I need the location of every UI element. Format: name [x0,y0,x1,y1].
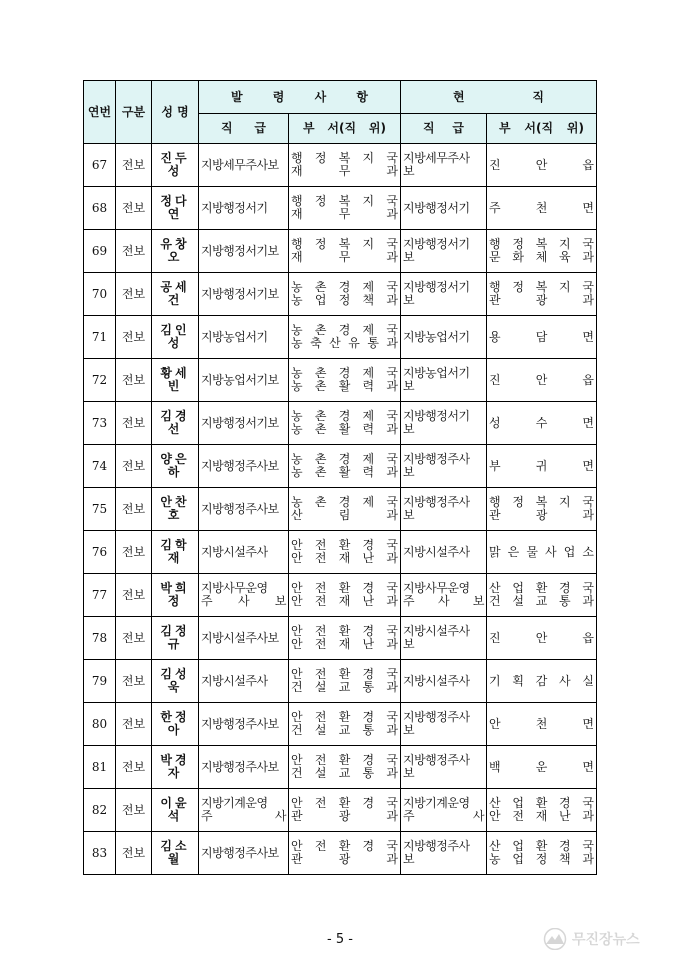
row-name: 박경자 [152,746,199,789]
table-row [84,273,597,316]
row-grade-line: 지방사무운영 [201,581,268,595]
row-dept-line: 건 설 교 통 과 [291,723,398,737]
row-kind: 전보 [116,402,152,445]
row-current-grade-line: 보 [403,637,415,651]
row-name: 공세건 [152,273,199,316]
row-dept [289,789,401,832]
row-grade [199,187,289,230]
row-current-dept [487,531,597,574]
row-current-grade [401,531,487,574]
row-current-dept [487,746,597,789]
row-dept [289,445,401,488]
row-dept-line: 안 전 환 경 국 [291,538,398,552]
row-current-dept-line: 기 획 감 사 실 [489,673,594,688]
row-current-grade-line: 지방행정주사 [403,753,470,767]
row-current-dept-line: 산 업 환 경 국 [489,796,594,810]
row-current-grade-line: 보 [403,766,415,780]
row-current-grade-line: 보 [403,379,415,393]
row-current-dept-line: 행 정 복 지 국 [489,237,594,251]
row-name: 안찬호 [152,488,199,531]
row-number: 68 [84,187,116,230]
row-current-grade-line: 지방시설주사 [403,624,470,638]
row-kind: 전보 [116,230,152,273]
row-current-dept [487,660,597,703]
row-current-dept-line: 건 설 교 통 과 [489,594,594,608]
row-current-dept-line: 행 정 복 지 국 [489,495,594,509]
row-name: 양은하 [152,445,199,488]
row-dept [289,531,401,574]
row-dept-line: 안 전 환 경 국 [291,753,398,767]
table-row [84,316,597,359]
row-current-grade-line: 보 [403,465,415,479]
table-row [84,402,597,445]
row-current-dept-line: 관 광 과 [489,293,594,307]
row-current-grade-line: 지방농업서기 [403,329,470,344]
row-current-grade [401,789,487,832]
row-dept-line: 농 촌 경 제 국 [291,366,398,380]
row-current-dept-line: 문 화 체 육 과 [489,250,594,264]
row-dept-line: 안 전 환 경 국 [291,710,398,724]
row-current-dept [487,574,597,617]
row-dept [289,230,401,273]
row-kind: 전보 [116,144,152,187]
row-dept-line: 행 정 복 지 국 [291,151,398,165]
row-name: 이윤석 [152,789,199,832]
row-grade [199,144,289,187]
row-name: 김정규 [152,617,199,660]
row-number: 76 [84,531,116,574]
row-number: 67 [84,144,116,187]
personnel-table [83,80,597,875]
row-number: 70 [84,273,116,316]
row-current-grade-line: 지방행정주사 [403,452,470,466]
row-kind: 전보 [116,316,152,359]
col-header-appointment: 발 령 사 항 [199,81,401,114]
table-row [84,230,597,273]
row-kind: 전보 [116,445,152,488]
row-grade [199,359,289,402]
row-current-grade [401,660,487,703]
row-dept-line: 관 광 과 [291,809,398,823]
row-current-dept-line: 백 운 면 [489,759,594,774]
row-name: 진두성 [152,144,199,187]
row-dept [289,402,401,445]
row-grade-line: 지방행정서기보 [201,415,279,430]
row-dept-line: 농 축 산 유 통 과 [291,336,398,350]
row-dept [289,832,401,875]
row-kind: 전보 [116,746,152,789]
row-kind: 전보 [116,574,152,617]
row-current-grade-line: 보 [403,852,415,866]
row-current-dept-line: 주 천 면 [489,200,594,215]
row-current-grade-line: 지방행정서기 [403,280,470,294]
row-grade-line: 지방행정서기보 [201,286,279,301]
row-dept-line: 안 전 환 경 국 [291,581,398,595]
row-grade [199,660,289,703]
row-current-dept-line: 성 수 면 [489,415,594,430]
row-grade-line: 지방행정주사보 [201,716,279,731]
row-dept [289,187,401,230]
row-grade-line: 지방시설주사보 [201,630,279,645]
row-current-dept-line: 용 담 면 [489,329,594,344]
row-name: 정다연 [152,187,199,230]
row-current-grade-line: 지방행정서기 [403,409,470,423]
row-current-grade-line: 주 사 [403,809,484,823]
row-current-grade [401,402,487,445]
row-grade [199,531,289,574]
row-kind: 전보 [116,187,152,230]
row-current-dept [487,316,597,359]
row-name: 김성욱 [152,660,199,703]
row-grade-line: 지방행정주사보 [201,845,279,860]
row-number: 81 [84,746,116,789]
col-header-cur-grade: 직 급 [401,114,487,144]
row-grade-line: 지방기계운영 [201,796,268,810]
row-current-dept-line: 산 업 환 경 국 [489,581,594,595]
row-dept-line: 농 촌 경 제 국 [291,452,398,466]
table-row [84,531,597,574]
row-current-dept-line: 진 안 읍 [489,157,594,172]
row-grade [199,402,289,445]
row-dept [289,660,401,703]
col-header-current: 현 직 [401,81,597,114]
row-grade [199,488,289,531]
row-dept-line: 재 무 과 [291,250,398,264]
row-current-grade-line: 지방행정주사 [403,495,470,509]
col-header-grade: 직 급 [199,114,289,144]
table-row [84,574,597,617]
row-current-grade-line: 보 [403,723,415,737]
row-dept [289,144,401,187]
row-current-grade-line: 지방행정주사 [403,839,470,853]
row-dept [289,574,401,617]
row-current-grade [401,144,487,187]
row-current-grade-line: 지방농업서기 [403,366,470,380]
row-current-grade [401,617,487,660]
row-current-grade-line: 지방사무운영 [403,581,470,595]
row-dept-line: 산 림 과 [291,508,398,522]
mountain-logo-icon [542,928,568,950]
row-number: 74 [84,445,116,488]
row-grade-line: 지방행정주사보 [201,759,279,774]
row-name: 유창오 [152,230,199,273]
table-row [84,703,597,746]
row-current-grade-line: 지방세무주사 [403,151,470,165]
row-current-dept-line: 안 천 면 [489,716,594,731]
row-current-dept-line: 부 귀 면 [489,458,594,473]
row-current-grade-line: 보 [403,250,415,264]
row-current-dept [487,187,597,230]
row-current-dept-line: 농 업 정 책 과 [489,852,594,866]
row-current-dept [487,273,597,316]
row-current-dept [487,488,597,531]
row-number: 77 [84,574,116,617]
row-dept-line: 재 무 과 [291,164,398,178]
row-number: 80 [84,703,116,746]
row-kind: 전보 [116,617,152,660]
row-current-dept-line: 맑 은 물 사 업 소 [489,544,594,559]
row-dept-line: 안 전 환 경 국 [291,624,398,638]
row-current-grade [401,230,487,273]
row-grade-line: 주 사 보 [201,594,286,608]
row-dept-line: 안 전 재 난 과 [291,551,398,565]
row-current-grade [401,273,487,316]
row-number: 72 [84,359,116,402]
row-current-dept [487,703,597,746]
row-name: 김학재 [152,531,199,574]
row-kind: 전보 [116,531,152,574]
row-current-grade-line: 주 사 보 [403,594,484,608]
row-kind: 전보 [116,703,152,746]
row-dept [289,746,401,789]
row-grade-line: 지방행정주사보 [201,458,279,473]
row-number: 79 [84,660,116,703]
row-grade-line: 지방농업서기 [201,329,268,344]
row-dept-line: 농 촌 활 력 과 [291,465,398,479]
row-current-grade [401,445,487,488]
table-row [84,660,597,703]
col-header-name: 성 명 [152,81,199,144]
row-grade [199,230,289,273]
row-current-grade-line: 지방시설주사 [403,673,470,688]
row-number: 82 [84,789,116,832]
row-dept-line: 안 전 환 경 국 [291,667,398,681]
row-current-dept-line: 진 안 읍 [489,630,594,645]
table-row [84,359,597,402]
row-current-grade [401,187,487,230]
row-current-grade-line: 지방기계운영 [403,796,470,810]
row-name: 김경선 [152,402,199,445]
table-row [84,789,597,832]
row-number: 75 [84,488,116,531]
row-dept-line: 행 정 복 지 국 [291,194,398,208]
watermark-text: 무진장뉴스 [572,932,640,948]
row-kind: 전보 [116,789,152,832]
row-grade [199,445,289,488]
row-kind: 전보 [116,832,152,875]
col-header-dept: 부 서(직 위) [289,114,401,144]
row-current-grade [401,574,487,617]
row-grade [199,574,289,617]
row-grade-line: 지방시설주사 [201,544,268,559]
table-row [84,187,597,230]
row-current-grade-line: 보 [403,508,415,522]
row-dept-line: 농 업 정 책 과 [291,293,398,307]
row-current-grade-line: 보 [403,422,415,436]
row-current-dept [487,402,597,445]
row-dept-line: 농 촌 경 제 국 [291,495,398,509]
row-number: 83 [84,832,116,875]
row-current-dept-line: 관 광 과 [489,508,594,522]
row-kind: 전보 [116,660,152,703]
row-grade [199,832,289,875]
row-current-dept-line: 산 업 환 경 국 [489,839,594,853]
row-current-dept [487,617,597,660]
row-current-grade [401,703,487,746]
row-current-dept [487,230,597,273]
row-grade-line: 지방행정서기보 [201,243,279,258]
row-current-grade [401,746,487,789]
col-header-kind: 구분 [116,81,152,144]
row-grade [199,316,289,359]
row-name: 김소월 [152,832,199,875]
row-dept-line: 농 촌 경 제 국 [291,280,398,294]
row-dept-line: 관 광 과 [291,852,398,866]
row-current-grade-line: 지방행정서기 [403,237,470,251]
row-dept [289,316,401,359]
col-header-no: 연번 [84,81,116,144]
row-current-grade-line: 보 [403,293,415,307]
row-grade-line: 지방농업서기보 [201,372,279,387]
row-current-dept [487,832,597,875]
col-header-cur-dept: 부 서(직 위) [487,114,597,144]
row-grade-line: 지방행정서기 [201,200,268,215]
row-name: 한정아 [152,703,199,746]
row-number: 71 [84,316,116,359]
row-dept [289,273,401,316]
row-current-dept-line: 안 전 재 난 과 [489,809,594,823]
row-current-grade [401,832,487,875]
row-grade [199,746,289,789]
row-current-dept [487,359,597,402]
row-current-dept [487,789,597,832]
row-current-grade [401,488,487,531]
row-dept-line: 건 설 교 통 과 [291,680,398,694]
row-dept [289,703,401,746]
row-current-grade-line: 지방행정서기 [403,200,470,215]
row-dept-line: 안 전 환 경 국 [291,796,398,810]
row-number: 78 [84,617,116,660]
row-dept-line: 농 촌 활 력 과 [291,379,398,393]
table-row [84,746,597,789]
row-grade-line: 주 사 [201,809,286,823]
row-name: 황세빈 [152,359,199,402]
row-kind: 전보 [116,273,152,316]
row-current-grade [401,359,487,402]
row-grade-line: 지방시설주사 [201,673,268,688]
row-dept [289,359,401,402]
row-number: 73 [84,402,116,445]
row-dept-line: 농 촌 활 력 과 [291,422,398,436]
row-current-dept-line: 행 정 복 지 국 [489,280,594,294]
row-dept-line: 안 전 환 경 국 [291,839,398,853]
row-grade [199,789,289,832]
table-row [84,144,597,187]
row-current-dept [487,144,597,187]
row-kind: 전보 [116,488,152,531]
table-row [84,488,597,531]
row-name: 박희정 [152,574,199,617]
row-current-grade-line: 보 [403,164,415,178]
row-dept-line: 행 정 복 지 국 [291,237,398,251]
page-number: - 5 - [327,932,353,947]
row-dept-line: 농 촌 경 제 국 [291,409,398,423]
row-kind: 전보 [116,359,152,402]
row-dept-line: 재 무 과 [291,207,398,221]
row-dept-line: 건 설 교 통 과 [291,766,398,780]
table-row [84,445,597,488]
row-grade [199,273,289,316]
watermark [542,924,676,954]
row-dept-line: 안 전 재 난 과 [291,637,398,651]
row-dept [289,617,401,660]
row-grade [199,703,289,746]
table-row [84,832,597,875]
table-row [84,617,597,660]
row-current-grade-line: 지방행정주사 [403,710,470,724]
row-name: 김인성 [152,316,199,359]
row-current-dept [487,445,597,488]
row-number: 69 [84,230,116,273]
row-dept [289,488,401,531]
row-current-grade [401,316,487,359]
row-grade-line: 지방세무주사보 [201,157,279,172]
row-current-grade-line: 지방시설주사 [403,544,470,559]
row-grade-line: 지방행정주사보 [201,501,279,516]
row-current-dept-line: 진 안 읍 [489,372,594,387]
row-dept-line: 농 촌 경 제 국 [291,323,398,337]
row-grade [199,617,289,660]
row-dept-line: 안 전 재 난 과 [291,594,398,608]
